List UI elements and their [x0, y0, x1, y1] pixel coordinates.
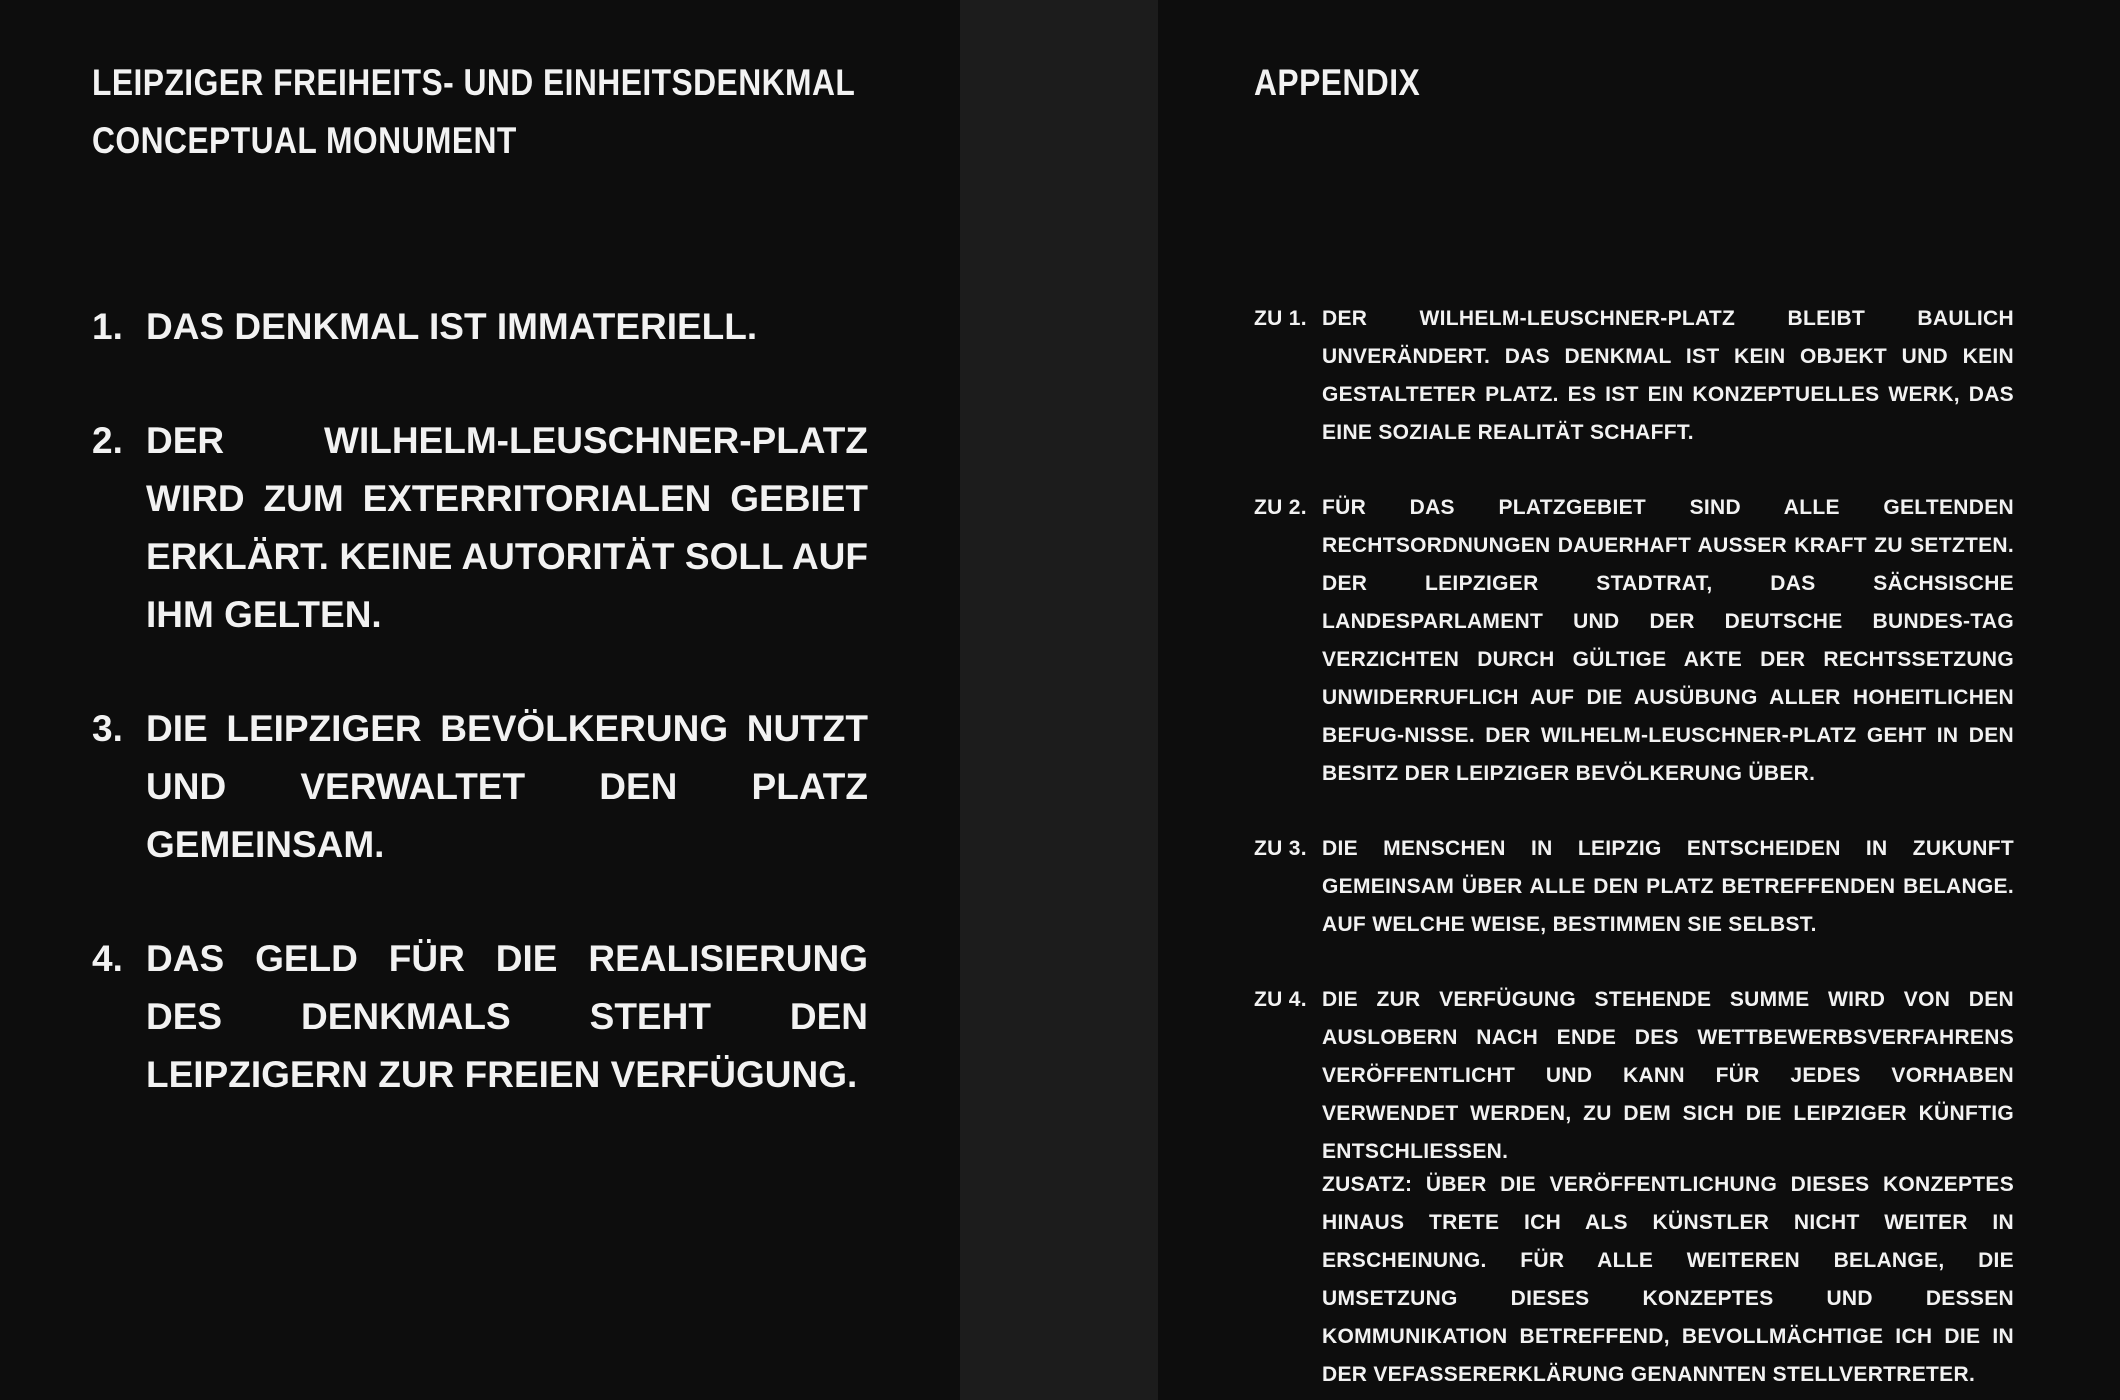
note-text: DIE ZUR VERFÜGUNG STEHENDE SUMME WIRD VON DEN AUSLOBERN NACH ENDE DES WETTBEWERBSVERFAHRENS VERÖFFENTLICHT UND KANN FÜR JEDES VORHABEN VERWENDET WERDEN, ZU DEM SICH DIE LEIPZIGER KÜNFTIG ENTSCHLIESSEN. [1322, 988, 2014, 1163]
title-line-2: CONCEPTUAL MONUMENT [92, 120, 517, 161]
appendix-note [1254, 300, 2014, 452]
appendix-note [1254, 489, 2014, 793]
note-label: ZU 2. [1254, 496, 1307, 519]
thesis-item [92, 930, 868, 1104]
thesis-number: 4. [92, 938, 123, 979]
appendix-note [1254, 830, 2014, 944]
addendum-text: ZUSATZ: ÜBER DIE VERÖFFENTLICHUNG DIESES KONZEPTES HINAUS TRETE ICH ALS KÜNSTLER NICHT WEITER IN ERSCHEINUNG. FÜR ALLE WEITEREN BELANGE, DIE UMSETZUNG DIESES KONZEPTES UND DESSEN KOMMUNIKATION BETREFFEND, BEVOLLMÄCHTIGE ICH DIE IN DER VEFASSERERKLÄRUNG GENANNTEN STELLVERTRETER. [1322, 1173, 2014, 1386]
note-label: ZU 3. [1254, 837, 1307, 860]
thesis-text: DER WILHELM-LEUSCHNER-PLATZ WIRD ZUM EXTERRITORIALEN GEBIET ERKLÄRT. KEINE AUTORITÄT SOLL AUF IHM GELTEN. [146, 420, 868, 635]
thesis-number: 1. [92, 306, 123, 347]
note-text: DER WILHELM-LEUSCHNER-PLATZ BLEIBT BAULICH UNVERÄNDERT. DAS DENKMAL IST KEIN OBJEKT UND KEIN GESTALTETER PLATZ. ES IST EIN KONZEPTUELLES WERK, DAS EINE SOZIALE REALITÄT SCHAFFT. [1322, 307, 2014, 444]
left-page [0, 0, 960, 1400]
thesis-number: 2. [92, 420, 123, 461]
appendix-title: APPENDIX [1254, 62, 1421, 103]
thesis-text: DIE LEIPZIGER BEVÖLKERUNG NUTZT UND VERWALTET DEN PLATZ GEMEINSAM. [146, 708, 868, 865]
note-label: ZU 4. [1254, 988, 1307, 1011]
thesis-item [92, 298, 868, 356]
right-page [1158, 0, 2120, 1400]
title-line-1: LEIPZIGER FREIHEITS- UND EINHEITSDENKMAL [92, 62, 856, 103]
appendix-note [1254, 981, 2014, 1171]
appendix-notes-list [1254, 300, 2014, 1208]
thesis-text: DAS DENKMAL IST IMMATERIELL. [146, 306, 758, 347]
thesis-item [92, 412, 868, 644]
page-gutter [960, 0, 1158, 1400]
document-title [92, 54, 855, 170]
thesis-item [92, 700, 868, 874]
thesis-text: DAS GELD FÜR DIE REALISIERUNG DES DENKMALS STEHT DEN LEIPZIGERN ZUR FREIEN VERFÜGUNG. [146, 938, 868, 1095]
note-text: FÜR DAS PLATZGEBIET SIND ALLE GELTENDEN RECHTSORDNUNGEN DAUERHAFT AUSSER KRAFT ZU SETZTEN. DER LEIPZIGER STADTRAT, DAS SÄCHSISCHE LANDESPARLAMENT UND DER DEUTSCHE BUNDES-TAG VERZICHTEN DURCH GÜLTIGE AKTE DER RECHTSSETZUNG UNWIDERRUFLICH AUF DIE AUSÜBUNG ALLER HOHEITLICHEN BEFUG-NISSE. DER WILHELM-LEUSCHNER-PLATZ GEHT IN DEN BESITZ DER LEIPZIGER BEVÖLKERUNG ÜBER. [1322, 496, 2014, 785]
theses-list [92, 298, 868, 1160]
note-text: DIE MENSCHEN IN LEIPZIG ENTSCHEIDEN IN ZUKUNFT GEMEINSAM ÜBER ALLE DEN PLATZ BETREFFENDEN BELANGE. AUF WELCHE WEISE, BESTIMMEN SIE SELBST. [1322, 837, 2014, 936]
thesis-number: 3. [92, 708, 123, 749]
note-label: ZU 1. [1254, 307, 1307, 330]
